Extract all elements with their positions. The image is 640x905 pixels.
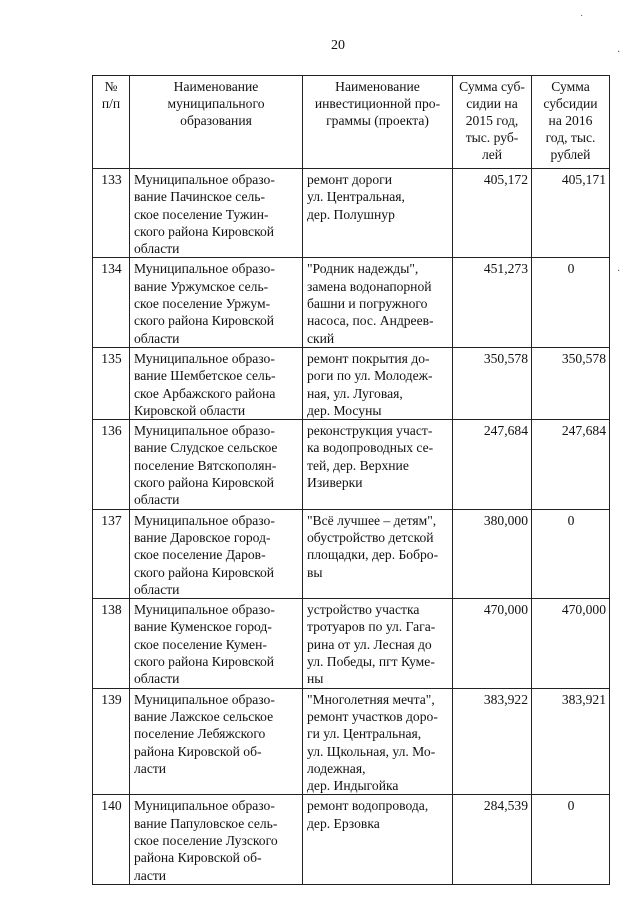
row-program: "Всё лучшее – детям", обустройство детской площадки, дер. Бобро- вы: [303, 509, 453, 598]
row-municipality: Муниципальное образо- вание Папуловское сель- ское поселение Лузского района Кировской об- ласти: [130, 795, 303, 884]
scan-mark: ·: [617, 47, 621, 58]
row-sum-2016: 0: [532, 509, 610, 598]
row-sum-2015: 405,172: [453, 169, 532, 258]
table-row: [93, 347, 610, 419]
table-row: [93, 795, 610, 884]
subsidy-table: [92, 75, 610, 885]
header-sum-2016: Сумма субсидии на 2016 год, тыс. рублей: [532, 76, 610, 169]
table-row: [93, 420, 610, 509]
row-municipality: Муниципальное образо- вание Пачинское сель- ское поселение Тужин- ского района Кировской области: [130, 169, 303, 258]
row-num: 137: [93, 509, 130, 598]
row-sum-2015: 350,578: [453, 347, 532, 419]
row-num: 134: [93, 258, 130, 347]
table-row: [93, 258, 610, 347]
row-num: 138: [93, 599, 130, 688]
row-num: 133: [93, 169, 130, 258]
row-sum-2016: 0: [532, 258, 610, 347]
row-sum-2016: 383,921: [532, 688, 610, 795]
row-program: "Многолетняя мечта", ремонт участков доро- ги ул. Центральная, ул. Щкольная, ул. Мо- лодежная, дер. Индыгойка: [303, 688, 453, 795]
header-program: Наименование инвестиционной про- граммы (проекта): [303, 76, 453, 169]
row-municipality: Муниципальное образо- вание Даровское город- ское поселение Даров- ского района Кировской области: [130, 509, 303, 598]
row-sum-2015: 284,539: [453, 795, 532, 884]
row-program: ремонт дороги ул. Центральная, дер. Полушнур: [303, 169, 453, 258]
row-municipality: Муниципальное образо- вание Лажское сельское поселение Лебяжского района Кировской об- ласти: [130, 688, 303, 795]
table-row: [93, 599, 610, 688]
row-sum-2016: 470,000: [532, 599, 610, 688]
table-row: [93, 509, 610, 598]
row-municipality: Муниципальное образо- вание Уржумское сель- ское поселение Уржум- ского района Кировской области: [130, 258, 303, 347]
row-program: ремонт водопровода, дер. Ерзовка: [303, 795, 453, 884]
header-sum-2015: Сумма суб- сидии на 2015 год, тыс. руб- лей: [453, 76, 532, 169]
page-number: 20: [331, 38, 345, 53]
row-sum-2015: 247,684: [453, 420, 532, 509]
table-row: [93, 169, 610, 258]
row-num: 140: [93, 795, 130, 884]
row-sum-2015: 470,000: [453, 599, 532, 688]
row-municipality: Муниципальное образо- вание Шембетское сель- ское Арбажского района Кировской области: [130, 347, 303, 419]
table-header-row: [93, 76, 610, 169]
row-program: устройство участка тротуаров по ул. Гага- рина от ул. Лесная до ул. Победы, пгт Куме- ны: [303, 599, 453, 688]
row-program: реконструкция участ- ка водопроводных се- тей, дер. Верхние Изиверки: [303, 420, 453, 509]
row-program: ремонт покрытия до- роги по ул. Молодеж- ная, ул. Луговая, дер. Мосуны: [303, 347, 453, 419]
row-sum-2015: 451,273: [453, 258, 532, 347]
row-sum-2015: 383,922: [453, 688, 532, 795]
row-sum-2016: 247,684: [532, 420, 610, 509]
row-sum-2016: 0: [532, 795, 610, 884]
scan-mark: ·: [617, 266, 621, 277]
row-program: "Родник надежды", замена водонапорной башни и погружного насоса, пос. Андреев- ский: [303, 258, 453, 347]
row-sum-2016: 350,578: [532, 347, 610, 419]
table-row: [93, 688, 610, 795]
row-num: 135: [93, 347, 130, 419]
row-sum-2015: 380,000: [453, 509, 532, 598]
header-municipality: Наименование муниципального образования: [130, 76, 303, 169]
row-num: 136: [93, 420, 130, 509]
scan-mark: ˙: [580, 14, 584, 25]
header-num: № п/п: [93, 76, 130, 169]
row-sum-2016: 405,171: [532, 169, 610, 258]
row-num: 139: [93, 688, 130, 795]
row-municipality: Муниципальное образо- вание Слудское сельское поселение Вятскополян- ского района Кировской области: [130, 420, 303, 509]
row-municipality: Муниципальное образо- вание Куменское город- ское поселение Кумен- ского района Кировской области: [130, 599, 303, 688]
